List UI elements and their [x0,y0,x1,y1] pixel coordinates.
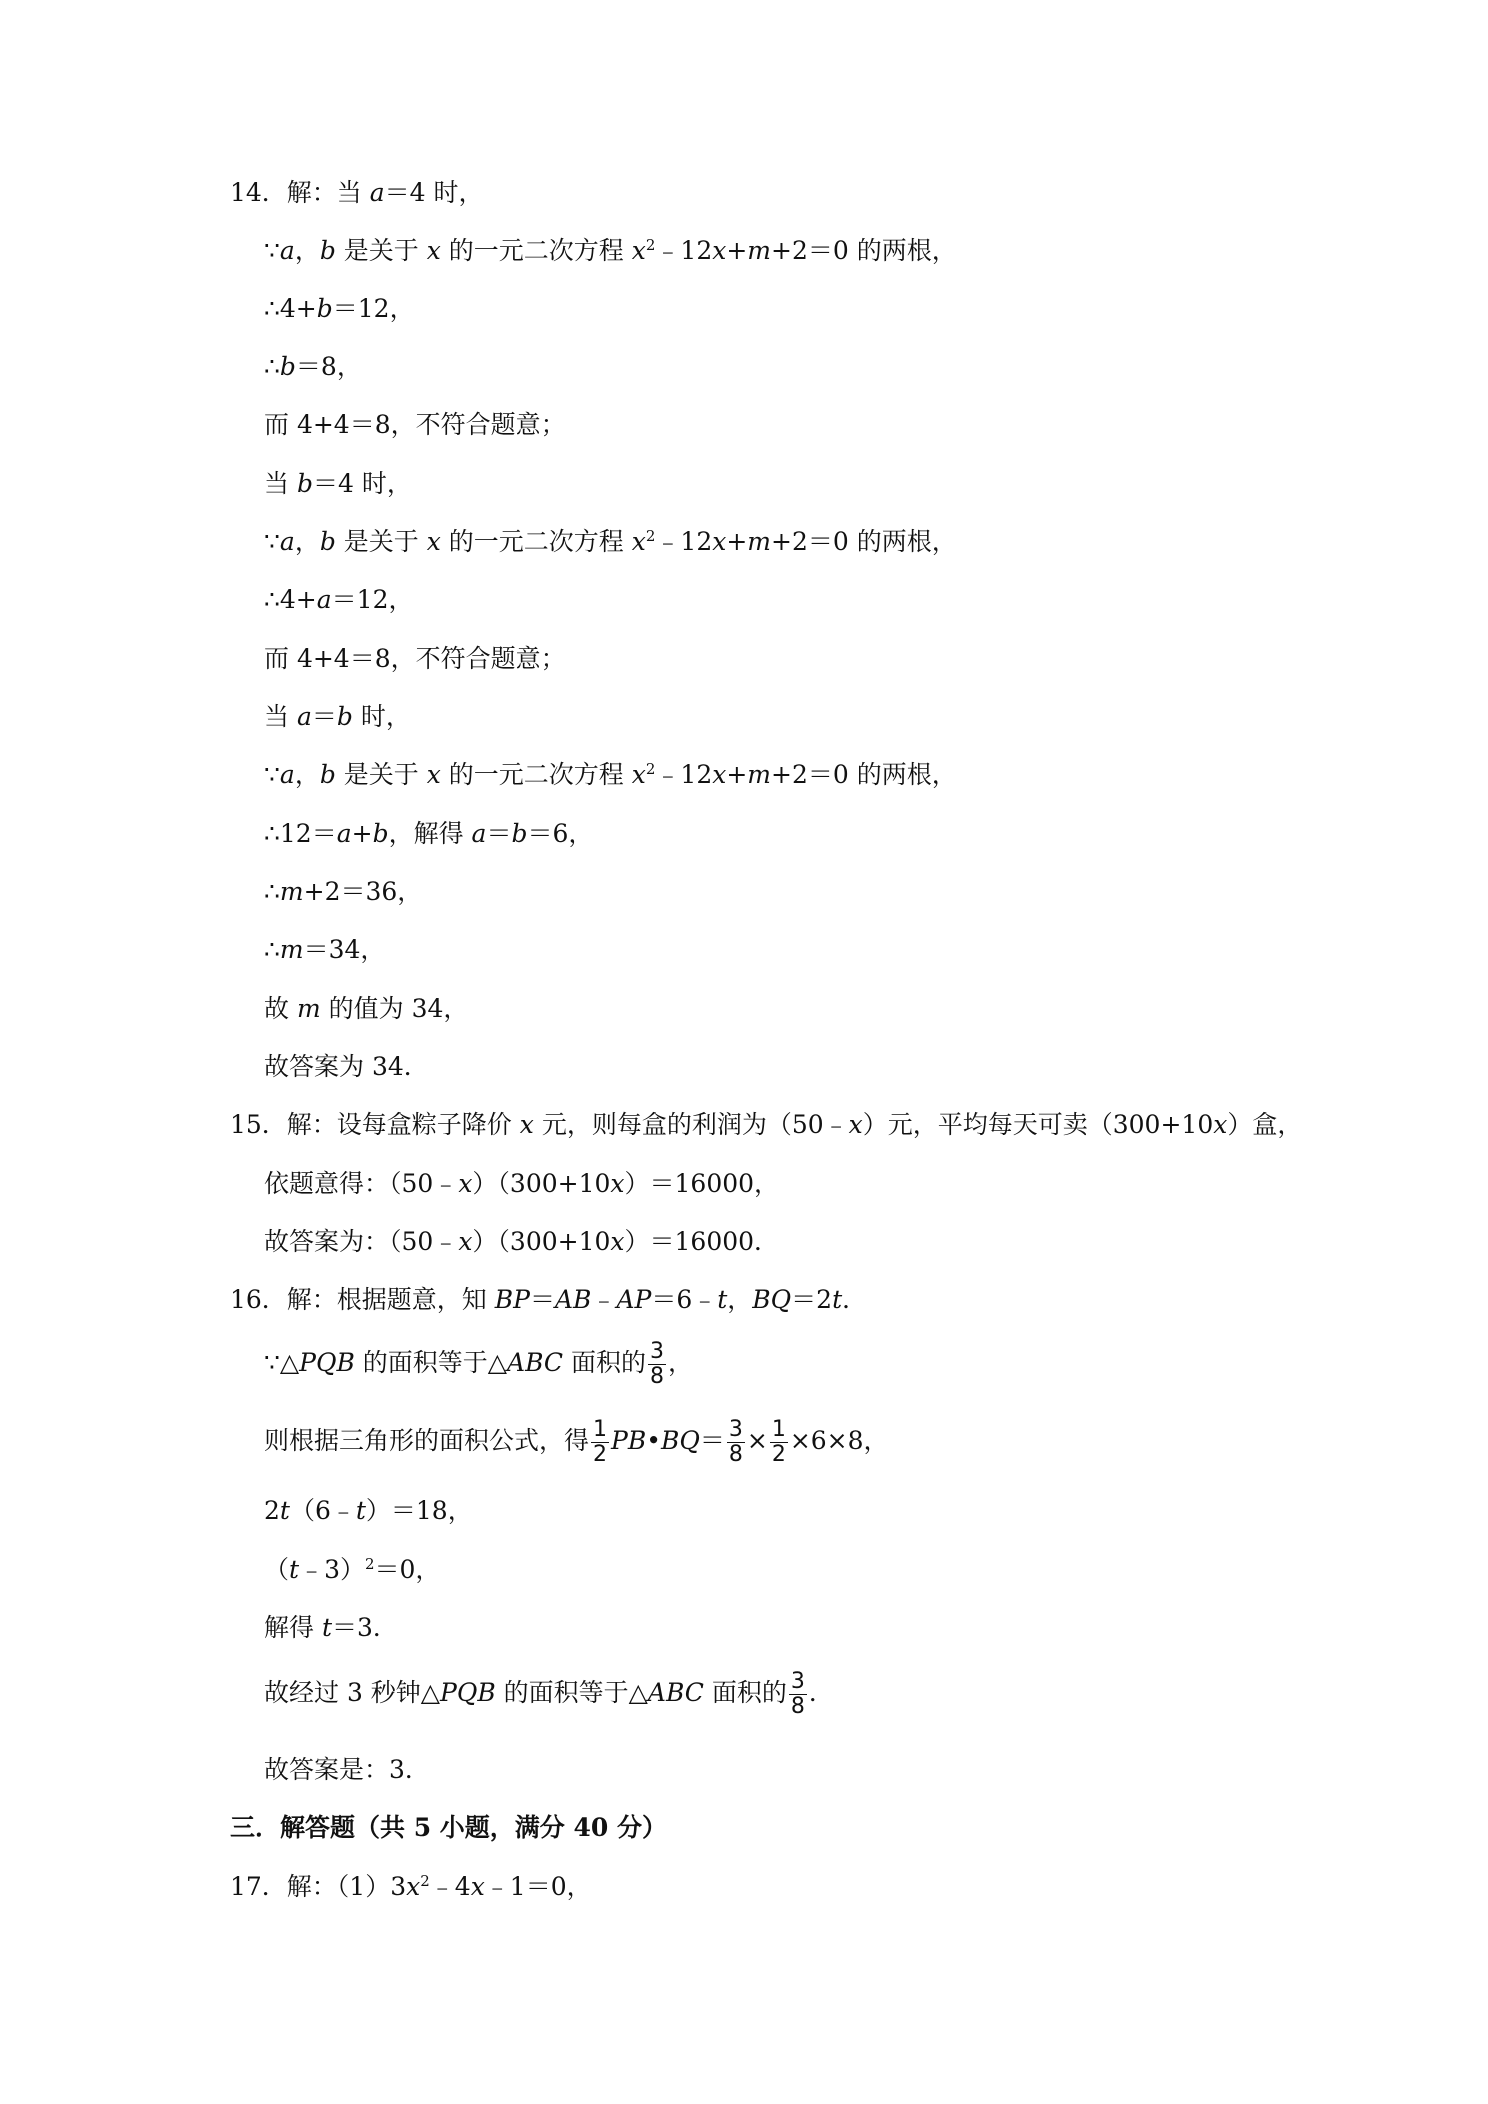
text-run: ＝0， [374,1555,441,1584]
text-run: 故答案为 34． [264,1052,429,1081]
text-line-l12 [264,814,593,854]
text-run: ＝ [311,702,337,731]
math-variable: PB [611,1426,647,1455]
math-variable: x [1213,1110,1228,1139]
text-run: 面积的 [703,1678,787,1707]
fraction [789,1670,807,1719]
text-run: 而 4+4＝8，不符合题意； [264,410,566,439]
math-variable: a [336,819,352,848]
text-run: 是关于 [335,527,427,556]
math-variable: b [316,294,333,323]
fraction-denominator: 2 [593,1442,608,1467]
text-run: ． [842,1285,868,1314]
text-run: 的一元二次方程 [440,760,632,789]
math-variable: AB [554,1285,592,1314]
math-variable: x [519,1110,534,1139]
text-run: +2＝0 的两根， [771,760,957,789]
text-run: ＝6﹣ [651,1285,718,1314]
text-run: ＝4 时， [312,469,412,498]
text-line-l09 [264,639,566,679]
math-variable: x [426,760,441,789]
fraction-numerator: 1 [771,1417,786,1442]
math-variable: x [631,236,646,265]
text-line-l26 [264,1669,834,1719]
text-run: 时， [352,702,411,731]
text-run: ∴ [264,352,280,381]
text-run: ∴12＝ [264,819,337,848]
math-variable: a [279,236,295,265]
text-run: ＝34， [303,935,386,964]
text-run: ∴ [264,877,280,906]
math-variable: x [712,527,727,556]
text-line-l02 [264,231,957,271]
superscript: 2 [645,236,656,254]
text-line-l03 [264,289,415,329]
text-line-l21 [264,1339,694,1389]
text-run: 当 [264,469,297,498]
math-variable: b [511,819,528,848]
math-variable: a [369,178,385,207]
text-run: 15．解：设每盒粽子降价 [230,1110,520,1139]
superscript: 2 [420,1872,430,1890]
math-variable: t [289,1555,300,1584]
math-variable: BP [494,1285,530,1314]
text-run: 的面积等于△ [495,1678,648,1707]
fraction-numerator: 3 [790,1669,805,1694]
text-run: ﹣12 [655,527,713,556]
text-run: ＝ [699,1426,725,1455]
math-variable: BQ [660,1426,700,1455]
math-variable: x [470,1872,485,1901]
text-run: ∵ [264,527,280,556]
text-run: 而 4+4＝8，不符合题意； [264,644,566,673]
math-variable: t [355,1496,366,1525]
text-run: 三．解答题（共 5 小题，满分 40 分） [230,1813,668,1842]
text-line-l13 [264,872,422,912]
math-variable: a [316,585,332,614]
text-run: ）元，平均每天可卖（300+10 [862,1110,1214,1139]
math-variable: b [372,819,389,848]
math-variable: a [279,527,295,556]
text-line-l25 [264,1608,398,1648]
math-variable: b [296,469,313,498]
math-variable: a [296,702,312,731]
text-run: ∵ [264,760,280,789]
text-run: ×6×8， [789,1426,889,1455]
text-line-l29 [230,1867,592,1907]
text-run: ＝ [529,1285,555,1314]
math-variable: x [610,1227,625,1256]
text-run: 是关于 [335,760,427,789]
text-run: 故答案是：3． [264,1755,430,1784]
text-run: ， [294,236,320,265]
text-line-l22 [264,1417,889,1467]
fraction-denominator: 8 [650,1364,665,1389]
text-run: ＝2 [791,1285,833,1314]
text-line-l19 [264,1222,779,1262]
math-variable: AP [616,1285,652,1314]
text-run: （6﹣ [289,1496,356,1525]
text-run: ∴ [264,935,280,964]
text-run: 的值为 34， [320,994,469,1023]
math-variable: m [296,994,321,1023]
math-variable: x [631,760,646,789]
text-run: ﹣ [591,1285,617,1314]
math-variable: ABC [647,1678,704,1707]
text-run: ＝6， [527,819,594,848]
text-run: ， [294,760,320,789]
text-line-l06 [264,464,412,504]
fraction-numerator: 1 [593,1417,608,1442]
text-line-l15 [264,989,468,1029]
math-variable: x [848,1110,863,1139]
text-run: ﹣12 [655,760,713,789]
text-run: ）＝18， [365,1496,473,1525]
text-run: 面积的 [563,1348,647,1377]
text-run: +2＝36， [303,877,423,906]
text-line-l05 [264,405,566,445]
text-run: ＝8， [295,352,362,381]
text-run: 是关于 [335,236,427,265]
text-run: ＝ [486,819,512,848]
math-variable: b [279,352,296,381]
math-variable: x [458,1169,473,1198]
fraction [591,1418,609,1467]
text-line-l14 [264,930,385,970]
math-variable: x [406,1872,421,1901]
text-run: ﹣1＝0， [484,1872,592,1901]
fraction-denominator: 2 [771,1442,786,1467]
math-variable: a [279,760,295,789]
text-line-l20 [230,1280,867,1320]
math-variable: BQ [752,1285,792,1314]
text-run: ﹣4 [429,1872,471,1901]
text-run: 当 [264,702,297,731]
fraction [648,1340,666,1389]
text-run: 14．解：当 [230,178,370,207]
math-variable: b [319,527,336,556]
fraction [727,1418,745,1467]
text-run: ， [727,1285,753,1314]
text-run: ﹣12 [655,236,713,265]
fraction-denominator: 8 [790,1694,805,1719]
text-run: 的一元二次方程 [440,236,632,265]
text-line-l17 [230,1105,1302,1145]
math-variable: x [458,1227,473,1256]
text-line-l04 [264,347,362,387]
text-run: ）盒， [1227,1110,1303,1139]
text-run: ∴4+ [264,294,317,323]
text-run: ∴4+ [264,585,317,614]
text-run: ，解得 [388,819,472,848]
text-line-l01 [230,173,484,213]
text-run: 的一元二次方程 [440,527,632,556]
fraction-numerator: 3 [650,1339,665,1364]
math-variable: t [717,1285,728,1314]
text-run: ∵ [264,236,280,265]
text-run: 元，则每盒的利润为（50﹣ [533,1110,849,1139]
text-line-l08 [264,580,413,620]
math-variable: t [279,1496,290,1525]
text-run: ＝12， [331,585,414,614]
text-run: ）（300+10 [472,1169,611,1198]
fraction-denominator: 8 [728,1442,743,1467]
math-variable: a [471,819,487,848]
text-run: 17．解：（1）3 [230,1872,407,1901]
text-run: 2 [264,1496,280,1525]
text-line-l28 [230,1808,667,1848]
text-run: 故 [264,994,297,1023]
text-line-l24 [264,1550,440,1590]
text-line-l23 [264,1491,473,1531]
math-variable: b [336,702,353,731]
text-run: 故经过 3 秒钟△ [264,1678,441,1707]
math-variable: m [747,760,772,789]
text-run: ﹣3） [299,1555,365,1584]
math-variable: PQB [440,1678,496,1707]
math-variable: m [279,877,304,906]
text-run: ）（300+10 [472,1227,611,1256]
text-run: 依题意得：（50﹣ [264,1169,459,1198]
math-variable: m [747,527,772,556]
text-run: ． [808,1678,834,1707]
text-run: ， [668,1348,694,1377]
text-run: + [726,236,748,265]
text-run: + [726,527,748,556]
text-line-l11 [264,755,957,795]
text-line-l10 [264,697,411,737]
text-run: ）＝16000， [624,1169,780,1198]
math-variable: x [631,527,646,556]
text-run: + [351,819,373,848]
text-line-l27 [264,1750,430,1790]
text-run: ＝4 时， [384,178,484,207]
math-variable: x [610,1169,625,1198]
text-run: 解得 [264,1613,322,1642]
math-variable: m [747,236,772,265]
math-variable: t [832,1285,843,1314]
math-variable: x [426,236,441,265]
text-run: ， [294,527,320,556]
fraction [770,1418,788,1467]
text-run: ∵△ [264,1348,300,1377]
text-run: +2＝0 的两根， [771,236,957,265]
text-run: +2＝0 的两根， [771,527,957,556]
text-run: ）＝16000． [624,1227,780,1256]
text-run: 故答案为：（50﹣ [264,1227,459,1256]
text-run: （ [264,1555,290,1584]
math-variable: t [321,1613,332,1642]
text-run: ＝3． [332,1613,398,1642]
text-line-l18 [264,1164,779,1204]
superscript: 2 [645,527,656,545]
math-variable: x [712,236,727,265]
text-run: 16．解：根据题意，知 [230,1285,495,1314]
fraction-numerator: 3 [728,1417,743,1442]
superscript: 2 [645,760,656,778]
text-line-l07 [264,522,957,562]
superscript: 2 [364,1555,375,1573]
text-line-l16 [264,1047,429,1087]
text-run: 的面积等于△ [354,1348,508,1377]
text-run: × [746,1426,768,1455]
math-variable: b [319,760,336,789]
text-run: + [726,760,748,789]
text-run: • [646,1426,661,1455]
text-run: ＝12， [332,294,415,323]
math-variable: PQB [299,1348,355,1377]
math-variable: ABC [507,1348,564,1377]
math-variable: b [319,236,336,265]
math-variable: x [426,527,441,556]
math-variable: x [712,760,727,789]
math-variable: m [279,935,304,964]
text-run: 则根据三角形的面积公式，得 [264,1426,590,1455]
